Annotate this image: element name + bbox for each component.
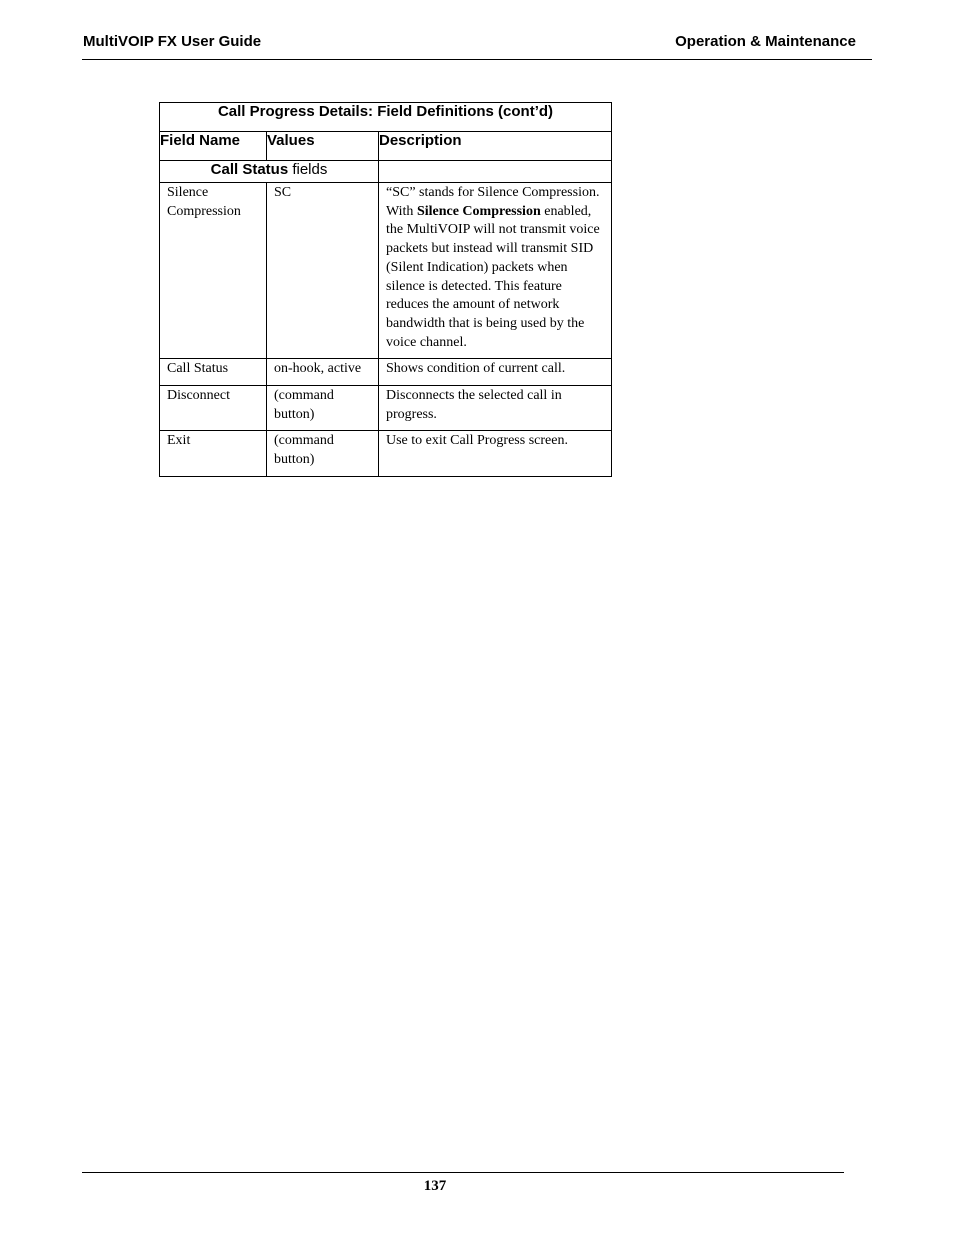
cell-description (379, 386, 612, 431)
field-name-text: Exit (167, 433, 191, 449)
section-row (160, 161, 612, 183)
table-title: Call Progress Details: Field Definitions (cont’d) (160, 103, 612, 132)
section-label-bold: Call Status (210, 161, 289, 178)
description-text (379, 386, 611, 430)
cell-description (379, 359, 612, 386)
cell-values (267, 359, 379, 386)
description-text (379, 431, 611, 457)
cell-description (379, 431, 612, 476)
values-text: (command button) (274, 433, 334, 468)
values-text: SC (274, 185, 292, 200)
table-body (160, 183, 612, 477)
field-name-text: Call Status (167, 361, 229, 377)
page-number: 137 (423, 1178, 447, 1194)
cell-field-name (160, 431, 267, 476)
running-header-title: MultiVOIP FX User Guide (83, 33, 262, 50)
section-label (160, 161, 379, 183)
description-text (379, 359, 611, 385)
description-segment: “SC” stands for Silence Compression. With (386, 185, 600, 219)
column-header-description: Description (379, 132, 612, 161)
cell-values (267, 183, 379, 359)
description-bold-term: Silence Compression (416, 203, 541, 219)
column-header-values: Values (267, 132, 379, 161)
header-rule (82, 59, 872, 60)
table-header-row (160, 132, 612, 161)
description-segment: Shows condition of current call. (386, 361, 566, 377)
field-definitions-table (159, 102, 612, 477)
cell-field-name (160, 386, 267, 431)
description-text (379, 183, 611, 358)
running-header-section: Operation & Maintenance (675, 33, 856, 50)
footer-rule (82, 1172, 844, 1173)
cell-values (267, 386, 379, 431)
field-name-text: Disconnect (167, 388, 230, 404)
table-title-row (160, 103, 612, 132)
description-segment: Use to exit Call Progress screen. (386, 433, 568, 449)
description-segment: enabled, the MultiVOIP will not transmit voice packets but instead will transmit SID (Silent Indication) packets when silence is detected. This feature reduces the amount of network bandwidth that is being used by the voice channel. (386, 203, 600, 350)
section-empty-cell (379, 161, 612, 183)
section-label-rest: fields (288, 161, 328, 178)
values-text: (command button) (274, 388, 334, 422)
table-row (160, 386, 612, 431)
column-header-field-name: Field Name (160, 132, 267, 161)
cell-values (267, 431, 379, 476)
table-row (160, 431, 612, 476)
cell-field-name (160, 359, 267, 386)
description-segment: Disconnects the selected call in progress. (386, 388, 562, 422)
field-name-text: Silence Compression (167, 185, 241, 219)
table-row (160, 183, 612, 359)
cell-field-name (160, 183, 267, 359)
table-row (160, 359, 612, 386)
cell-description (379, 183, 612, 359)
values-text: on-hook, active (274, 361, 362, 377)
